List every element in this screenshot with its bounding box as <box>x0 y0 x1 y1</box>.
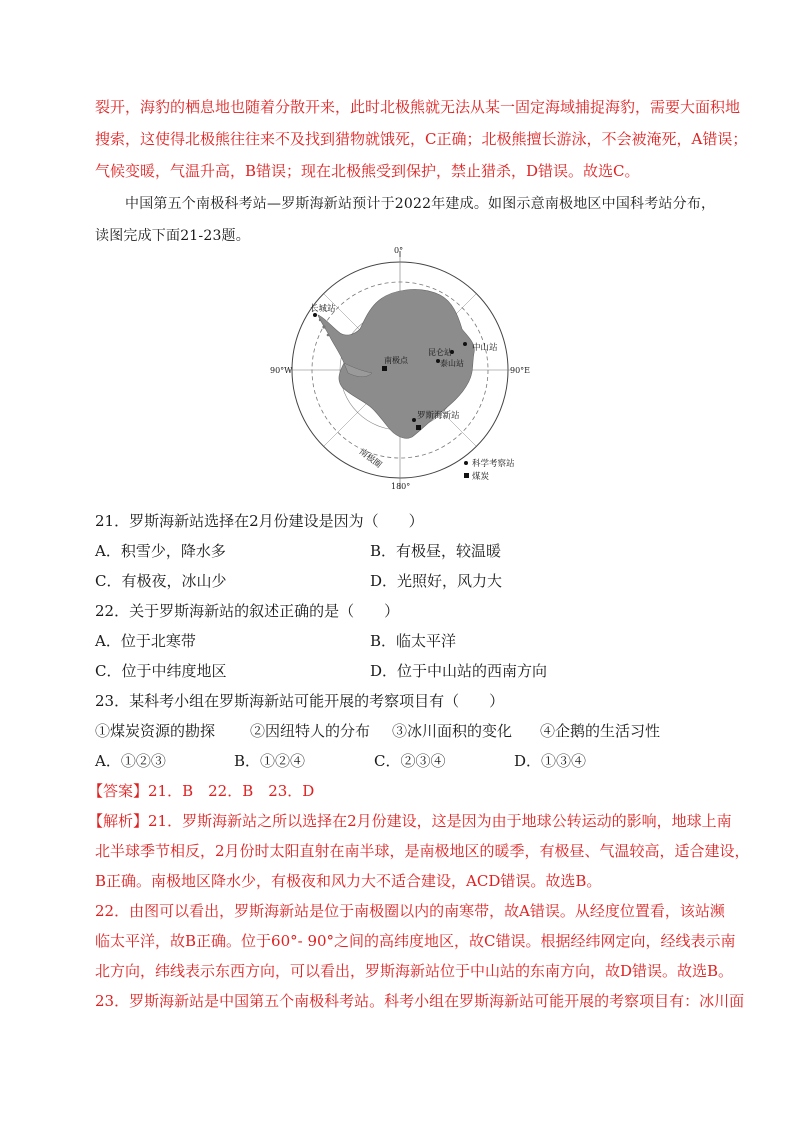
coal-marker-1 <box>382 366 387 371</box>
map-east-label: 90°E <box>510 366 531 375</box>
q23-item-2: ②因纽特人的分布 <box>250 722 371 740</box>
intro-line-1: 中国第五个南极科考站—罗斯海新站预计于2022年建成。如图示意南极地区中国科考站分布， <box>125 196 716 212</box>
q23-option-d: D．①③④ <box>514 752 587 770</box>
prev-analysis-line-1: 裂开，海豹的栖息地也随着分散开来，此时北极熊就无法从某一固定海域捕捉海豹，需要大面积地 <box>95 98 741 116</box>
map-west-label: 90°W <box>270 366 293 375</box>
antarctica-station-map <box>270 245 540 491</box>
q23-option-a: A．①②③ <box>95 752 166 770</box>
map-south-label: 180° <box>391 482 411 491</box>
legend-station: 科学考察站 <box>472 459 515 469</box>
q22-option-b: B．临太平洋 <box>370 632 457 650</box>
q22-option-a: A．位于北寒带 <box>95 632 196 650</box>
q23-option-c: C．②③④ <box>374 752 446 770</box>
analysis-line-3: B正确。南极地区降水少，有极夜和风力大不适合建设，ACD错误。故选B。 <box>95 872 602 890</box>
q22-option-c: C．位于中纬度地区 <box>95 662 227 680</box>
analysis-line-6: 北方向，纬线表示东西方向，可以看出，罗斯海新站位于中山站的东南方向，故D错误。故选B。 <box>95 962 734 980</box>
south-pole-label: 南极点 <box>384 356 408 365</box>
q23-item-1: ①煤炭资源的勘探 <box>95 722 216 740</box>
prev-analysis-line-3: 气候变暖，气温升高，B错误；现在北极熊受到保护，禁止猎杀，D错误。故选C。 <box>95 162 640 180</box>
q23-item-4: ④企鹅的生活习性 <box>540 722 661 740</box>
coal-marker-2 <box>416 425 421 430</box>
luosihai-station-marker <box>412 418 416 422</box>
q23-option-b: B．①②④ <box>234 752 306 770</box>
q21-option-c: C．有极夜，冰山少 <box>95 572 227 590</box>
q22-option-d: D．位于中山站的西南方向 <box>370 662 548 680</box>
kunlun-station-label: 昆仑站 <box>428 348 452 357</box>
map-north-label: 0° <box>394 246 404 255</box>
zhongshan-station-marker <box>463 342 467 346</box>
prev-analysis-line-2: 搜索，这使得北极熊往往来不及找到猎物就饿死，C正确；北极熊擅长游泳，不会被淹死，A错误； <box>95 130 748 148</box>
intro-line-2: 读图完成下面21-23题。 <box>95 228 250 244</box>
q21-option-d: D．光照好，风力大 <box>370 572 503 590</box>
analysis-line-5: 临太平洋，故B正确。位于60°- 90°之间的高纬度地区，故C错误。根据经纬网定向，经线表示南 <box>95 932 736 950</box>
analysis-line-4: 22．由图可以看出，罗斯海新站是位于南极圈以内的南寒带，故A错误。从经度位置看，该站濒 <box>95 902 725 920</box>
q21-stem: 21．罗斯海新站选择在2月份建设是因为（ ） <box>95 512 424 530</box>
q23-item-3: ③冰川面积的变化 <box>392 722 513 740</box>
analysis-line-2: 北半球季节相反，2月份时太阳直射在南半球，是南极地区的暖季，有极昼、气温较高，适合建设， <box>95 842 750 860</box>
answer-line: 【答案】21．B 22．B 23．D <box>88 782 315 800</box>
analysis-line-1: 【解析】21．罗斯海新站之所以选择在2月份建设，这是因为由于地球公转运动的影响，地球上南 <box>88 812 732 830</box>
q21-option-a: A．积雪少，降水多 <box>95 542 226 560</box>
legend-coal: 煤炭 <box>472 472 490 482</box>
q23-stem: 23．某科考小组在罗斯海新站可能开展的考察项目有（ ） <box>95 692 505 710</box>
taishan-station-label: 泰山站 <box>440 359 464 368</box>
luosihai-station-label: 罗斯海新站 <box>417 411 460 421</box>
changcheng-station-label: 长城站 <box>310 304 336 314</box>
analysis-line-7: 23．罗斯海新站是中国第五个南极科考站。科考小组在罗斯海新站可能开展的考察项目有：冰川面 <box>95 992 745 1010</box>
q21-option-b: B．有极昼，较温暖 <box>370 542 502 560</box>
antarctic-circle-label: 南极圈 <box>356 446 384 471</box>
q22-stem: 22．关于罗斯海新站的叙述正确的是（ ） <box>95 602 400 620</box>
zhongshan-station-label: 中山站 <box>472 343 498 353</box>
